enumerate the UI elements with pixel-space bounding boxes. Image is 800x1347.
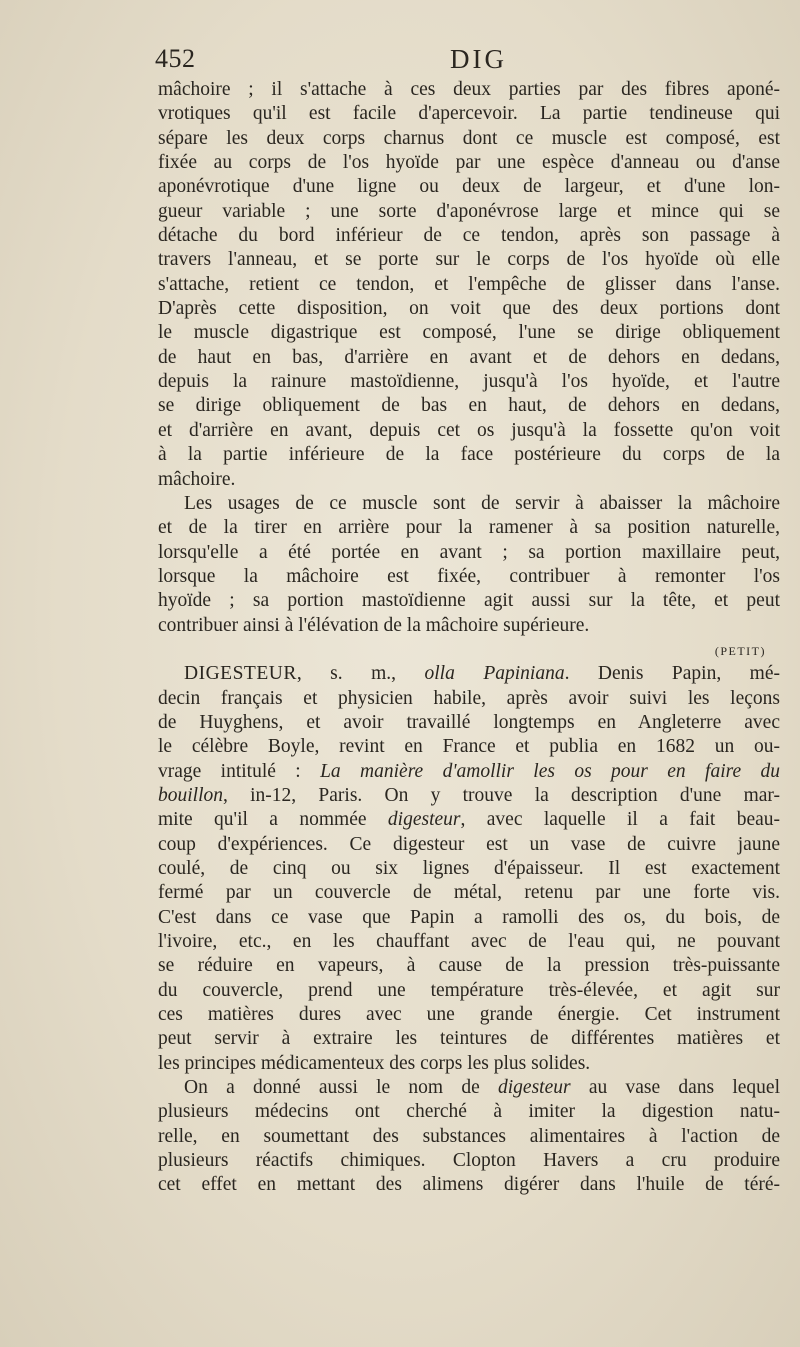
book-title-end: bouillon (158, 784, 224, 806)
text-line: Les usages de ce muscle sont de servir à abaisser la mâchoire (184, 492, 780, 514)
text-line: de haut en bas, d'arrière en avant et de dehors en dedans, (158, 346, 780, 368)
grammar-label: , s. m., (296, 663, 425, 685)
text-line: contribuer ainsi à l'élévation de la mâchoire supérieure. (158, 614, 590, 636)
text-line: fixée au corps de l'os hyoïde par une espèce d'anneau ou d'anse (158, 152, 780, 174)
text-line: relle, en soumettant des substances alimentaires à l'action de (158, 1125, 780, 1147)
text-line: lorsque la mâchoire est fixée, contribuer à remonter l'os (158, 565, 780, 587)
text-line: decin français et physicien habile, après avoir suivi les leçons (158, 687, 780, 709)
text-line: ces matières dures avec une grande énergie. Cet instrument (158, 1004, 780, 1026)
text-line (158, 1076, 780, 1100)
text-line (158, 784, 780, 808)
entry-headword: DIGESTEUR (184, 663, 297, 685)
text-line: lorsqu'elle a été portée en avant ; sa portion maxillaire peut, (158, 541, 780, 563)
text-line (158, 808, 780, 832)
page-header (155, 44, 780, 80)
text-line: plusieurs médecins ont cherché à imiter la digestion natu- (158, 1101, 780, 1123)
text-fragment: mite qu'il a nommée (158, 809, 388, 831)
text-line: se dirige obliquement de bas en haut, de dehors en dedans, (158, 395, 780, 417)
text-fragment: , avec laquelle il a fait beau- (460, 809, 780, 831)
text-line: mâchoire. (158, 468, 236, 490)
text-line: le célèbre Boyle, revint en France et publia en 1682 un ou- (158, 736, 780, 758)
page-number: 452 (155, 44, 196, 73)
text-line: mâchoire ; il s'attache à ces deux parties par des fibres aponé- (158, 79, 780, 100)
text-line: les principes médicamenteux des corps les plus solides. (158, 1052, 591, 1074)
term-digesteur: digesteur (387, 809, 461, 831)
text-line: sépare les deux corps charnus dont ce muscle est composé, est (158, 127, 780, 149)
text-line: coup d'expériences. Ce digesteur est un vase de cuivre jaune (158, 833, 780, 855)
text-fragment: vrage intitulé : (158, 760, 321, 782)
text-line: D'après cette disposition, on voit que des deux portions dont (158, 298, 780, 320)
entry-first-line (158, 662, 780, 686)
book-title: La manière d'amollir les os pour en faire du (320, 760, 780, 782)
text-line: gueur variable ; une sorte d'aponévrose large et mince qui se (158, 200, 780, 222)
text-line: le muscle digastrique est composé, l'une se dirige obliquement (158, 322, 780, 344)
text-line: et de la tirer en arrière pour la ramener à sa position naturelle, (158, 517, 780, 539)
text-line: cet effet en mettant des alimens digérer dans l'huile de téré- (158, 1174, 780, 1196)
text-line: l'ivoire, etc., en les chauffant avec de l'eau qui, ne pouvant (158, 931, 780, 953)
entry-digesteur (158, 662, 780, 1076)
paragraph-digesteur-other-meaning (158, 1076, 780, 1198)
text-line: coulé, de cinq ou six lignes d'épaisseur. Il est exactement (158, 858, 780, 879)
text-line: fermé par un couvercle de métal, retenu par une forte vis. (158, 882, 780, 904)
text-line (158, 760, 780, 784)
text-fragment: . Denis Papin, mé- (564, 663, 780, 685)
running-head: DIG (450, 44, 507, 74)
text-line: de Huyghens, et avoir travaillé longtemps en Angleterre avec (158, 711, 780, 733)
text-line: du couvercle, prend une température très-élevée, et agit sur (158, 979, 780, 1001)
text-line: à la partie inférieure de la face postérieure du corps de la (158, 444, 780, 466)
author-signature: (PETIT) (714, 643, 766, 658)
text-fragment: On a donné aussi le nom de (184, 1077, 498, 1099)
text-line: plusieurs réactifs chimiques. Clopton Havers a cru produire (158, 1150, 780, 1172)
text-line: s'attache, retient ce tendon, et l'empêche de glisser dans l'anse. (158, 273, 780, 295)
text-line: hyoïde ; sa portion mastoïdienne agit aussi sur la tête, et peut (158, 590, 780, 612)
text-line: peut servir à extraire les teintures de différentes matières et (158, 1028, 780, 1050)
term-digesteur: digesteur (498, 1077, 571, 1099)
text-fragment: au vase dans lequel (570, 1077, 780, 1099)
text-line: aponévrotique d'une ligne ou deux de largeur, et d'une lon- (158, 176, 780, 198)
text-fragment: , in-12, Paris. On y trouve la description d'une mar- (223, 784, 780, 806)
text-line: vrotiques qu'il est facile d'apercevoir. La partie tendineuse qui (158, 103, 780, 125)
paragraph-digastric-anatomy (158, 78, 780, 492)
text-line: C'est dans ce vase que Papin a ramolli des os, du bois, de (158, 906, 780, 928)
latin-name: olla Papiniana (424, 663, 565, 685)
text-line: détache du bord inférieur de ce tendon, après son passage à (158, 225, 780, 247)
text-line: et d'arrière en avant, depuis cet os jusqu'à la fossette qu'on voit (158, 419, 780, 441)
body-text (158, 78, 780, 1198)
text-line: depuis la rainure mastoïdienne, jusqu'à l'os hyoïde, et l'autre (158, 371, 780, 393)
paragraph-muscle-usage (158, 492, 780, 662)
text-line: se réduire en vapeurs, à cause de la pression très-puissante (158, 955, 780, 977)
author-signature-line (158, 638, 780, 662)
text-line: travers l'anneau, et se porte sur le corps de l'os hyoïde où elle (158, 249, 780, 271)
